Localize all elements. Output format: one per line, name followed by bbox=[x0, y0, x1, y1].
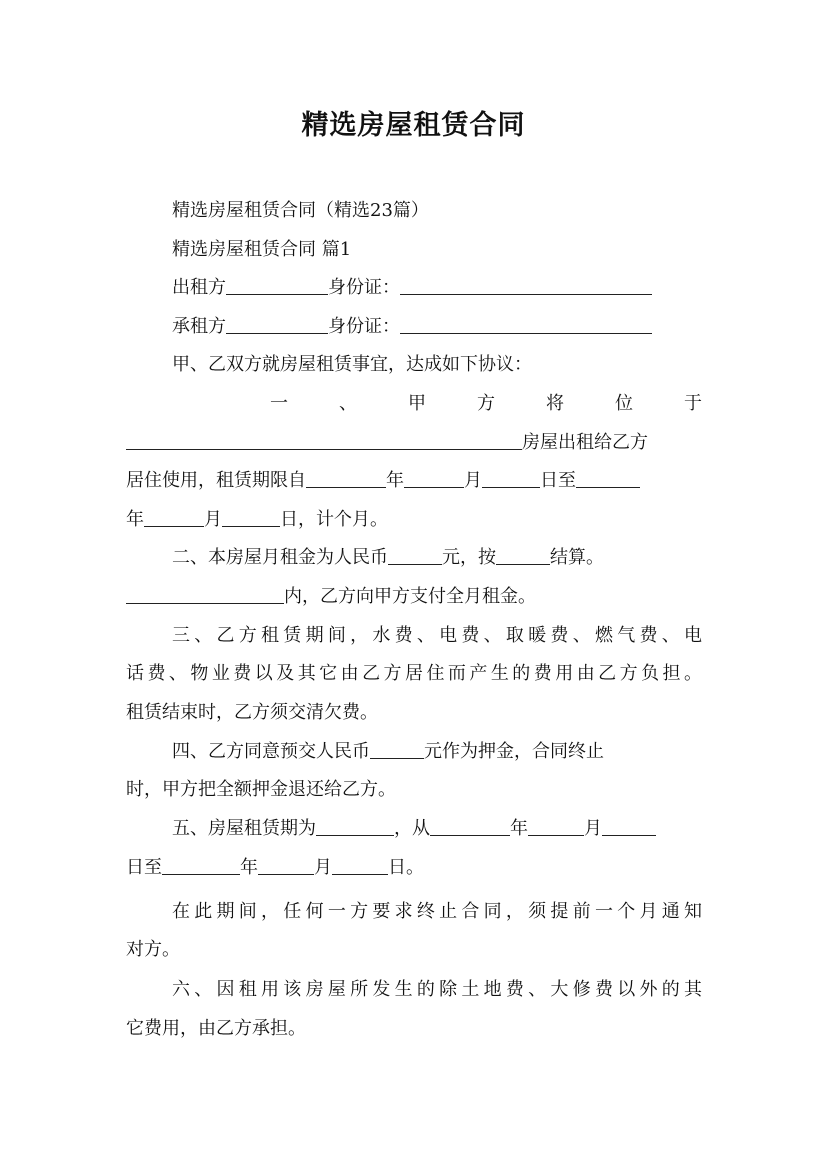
blank-field bbox=[388, 544, 442, 565]
text: 三、乙方租赁期间，水费、电费、取暖费、燃气费、电 bbox=[172, 625, 702, 646]
blank-field bbox=[226, 274, 328, 295]
clause-4-line bbox=[172, 737, 702, 767]
blank-field bbox=[222, 506, 280, 527]
blank-field bbox=[576, 467, 640, 488]
text: 一、甲方将位于 bbox=[270, 393, 702, 414]
blank-field bbox=[258, 854, 314, 875]
clause-3-line bbox=[126, 698, 702, 728]
text: 日，计个月。 bbox=[280, 509, 388, 530]
clause-5-line bbox=[126, 853, 702, 883]
text: 精选房屋租赁合同 篇1 bbox=[172, 239, 352, 260]
text: 年 bbox=[240, 857, 258, 878]
clause-3-line bbox=[126, 659, 702, 689]
text: 甲、乙双方就房屋租赁事宜，达成如下协议： bbox=[172, 354, 532, 375]
clause-1-line bbox=[126, 505, 702, 535]
text: 月 bbox=[464, 470, 482, 491]
blank-field bbox=[126, 429, 522, 450]
clause-2-line bbox=[172, 543, 702, 573]
paragraph-line bbox=[172, 897, 702, 927]
text: 四、乙方同意预交人民币 bbox=[172, 741, 370, 762]
text: 六、因租用该房屋所发生的除土地费、大修费以外的其 bbox=[172, 979, 702, 1000]
text: ，从 bbox=[394, 818, 430, 839]
clause-1-line bbox=[126, 428, 702, 458]
clause-3-line bbox=[172, 621, 702, 651]
clause-6-line bbox=[126, 1014, 702, 1044]
text: 年 bbox=[386, 470, 404, 491]
text: 对方。 bbox=[126, 939, 180, 960]
text: 元，按 bbox=[442, 547, 496, 568]
clause-5-line bbox=[172, 814, 702, 844]
text: 五、房屋租赁期为 bbox=[172, 818, 316, 839]
text: 租赁结束时，乙方须交清欠费。 bbox=[126, 702, 378, 723]
subtitle-line bbox=[172, 196, 748, 226]
text: 居住使用，租赁期限自 bbox=[126, 470, 306, 491]
blank-field bbox=[332, 854, 388, 875]
text: 精选房屋租赁合同（精选23篇） bbox=[172, 200, 429, 221]
blank-field bbox=[226, 313, 328, 334]
text: 年 bbox=[510, 818, 528, 839]
text: 时，甲方把全额押金退还给乙方。 bbox=[126, 779, 396, 800]
blank-field bbox=[144, 506, 204, 527]
text: 月 bbox=[314, 857, 332, 878]
clause-6-line bbox=[172, 975, 702, 1005]
text: 内，乙方向甲方支付全月租金。 bbox=[284, 586, 536, 607]
clause-1-line bbox=[126, 466, 702, 496]
blank-field bbox=[528, 815, 584, 836]
blank-field bbox=[162, 854, 240, 875]
text: 二、本房屋月租金为人民币 bbox=[172, 547, 388, 568]
text: 日至 bbox=[540, 470, 576, 491]
text: 房屋出租给乙方 bbox=[522, 432, 648, 453]
blank-field bbox=[126, 583, 284, 604]
clause-4-line bbox=[126, 775, 702, 805]
text: 年 bbox=[126, 509, 144, 530]
blank-field bbox=[316, 815, 394, 836]
label: 身份证： bbox=[328, 277, 400, 298]
blank-field bbox=[404, 467, 464, 488]
label: 承租方 bbox=[172, 316, 226, 337]
text: 月 bbox=[584, 818, 602, 839]
blank-field bbox=[496, 544, 550, 565]
clause-1-line bbox=[270, 389, 702, 419]
paragraph-line bbox=[172, 350, 748, 380]
label: 出租方 bbox=[172, 277, 226, 298]
text: 话费、物业费以及其它由乙方居住而产生的费用由乙方负担。 bbox=[126, 663, 702, 684]
text: 元作为押金，合同终止 bbox=[424, 741, 604, 762]
blank-field bbox=[370, 738, 424, 759]
text: 在此期间，任何一方要求终止合同，须提前一个月通知 bbox=[172, 901, 702, 922]
text: 日。 bbox=[388, 857, 424, 878]
blank-field bbox=[602, 815, 656, 836]
blank-field bbox=[306, 467, 386, 488]
text: 日至 bbox=[126, 857, 162, 878]
text: 月 bbox=[204, 509, 222, 530]
blank-field bbox=[482, 467, 540, 488]
blank-field bbox=[400, 313, 652, 334]
text: 结算。 bbox=[550, 547, 604, 568]
blank-field bbox=[400, 274, 652, 295]
lessor-line bbox=[172, 273, 748, 303]
clause-2-line bbox=[126, 582, 702, 612]
section-heading bbox=[172, 235, 748, 265]
blank-field bbox=[430, 815, 510, 836]
text: 它费用，由乙方承担。 bbox=[126, 1018, 306, 1039]
lessee-line bbox=[172, 312, 748, 342]
document-title: 精选房屋租赁合同 bbox=[301, 110, 526, 141]
label: 身份证： bbox=[328, 316, 400, 337]
paragraph-line bbox=[126, 935, 702, 965]
